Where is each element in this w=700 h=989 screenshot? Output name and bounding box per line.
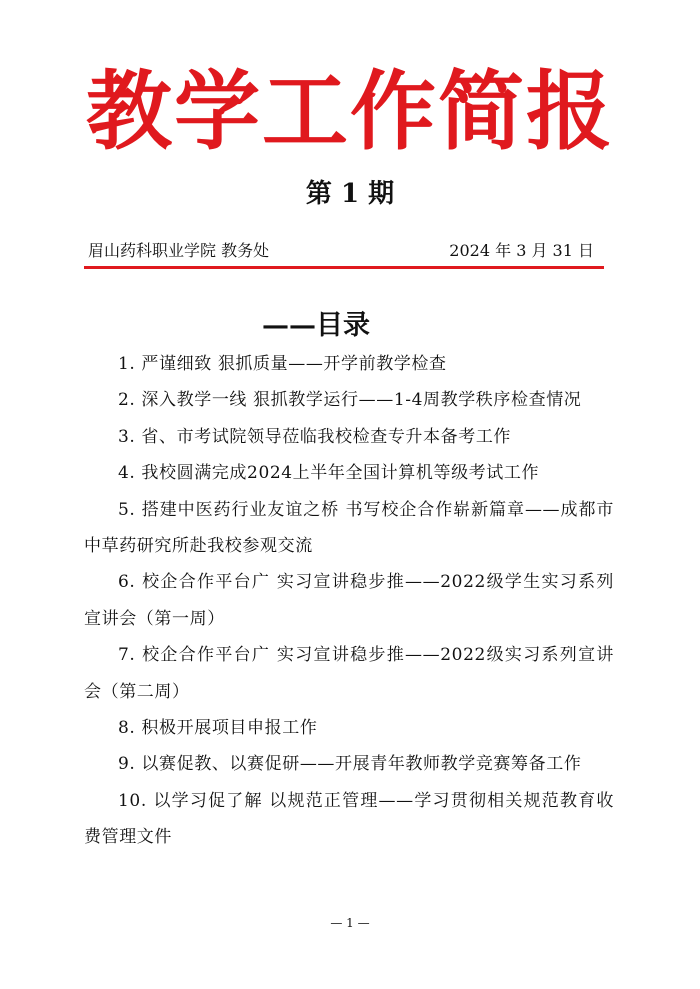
toc-item: 9. 以赛促教、以赛促研——开展青年教师教学竞赛筹备工作 <box>118 754 582 775</box>
newsletter-masthead: 教学工作简报 <box>86 61 614 162</box>
header-divider <box>84 266 604 269</box>
toc-item: 10. 以学习促了解 以规范正管理——学习贯彻相关规范教育收费管理文件 <box>84 790 614 848</box>
toc-item: 1. 严谨细致 狠抓质量——开学前教学检查 <box>118 354 447 374</box>
toc-item: 7. 校企合作平台广 实习宣讲稳步推——2022级实习系列宣讲会（第二周） <box>84 645 614 702</box>
issue-number: 第 1 期 <box>305 179 395 209</box>
toc-title: ——目录 <box>262 310 370 341</box>
toc-item: 5. 搭建中医药行业友谊之桥 书写校企合作崭新篇章——成都市中草药研究所赴我校参观交流 <box>84 499 614 557</box>
issuing-department: 眉山药科职业学院 教务处 <box>88 241 270 260</box>
toc-item: 2. 深入教学一线 狠抓教学运行——1-4周教学秩序检查情况 <box>118 390 582 411</box>
toc-item: 8. 积极开展项目申报工作 <box>118 718 318 739</box>
table-of-contents <box>84 346 614 856</box>
page-number: — 1 — <box>330 916 370 930</box>
toc-item: 4. 我校圆满完成2024上半年全国计算机等级考试工作 <box>118 463 540 484</box>
toc-item: 6. 校企合作平台广 实习宣讲稳步推——2022级学生实习系列宣讲会（第一周） <box>84 572 614 629</box>
issue-date: 2024 年 3 月 31 日 <box>449 241 594 260</box>
header-row <box>88 238 604 266</box>
toc-item: 3. 省、市考试院领导莅临我校检查专升本备考工作 <box>118 426 512 447</box>
